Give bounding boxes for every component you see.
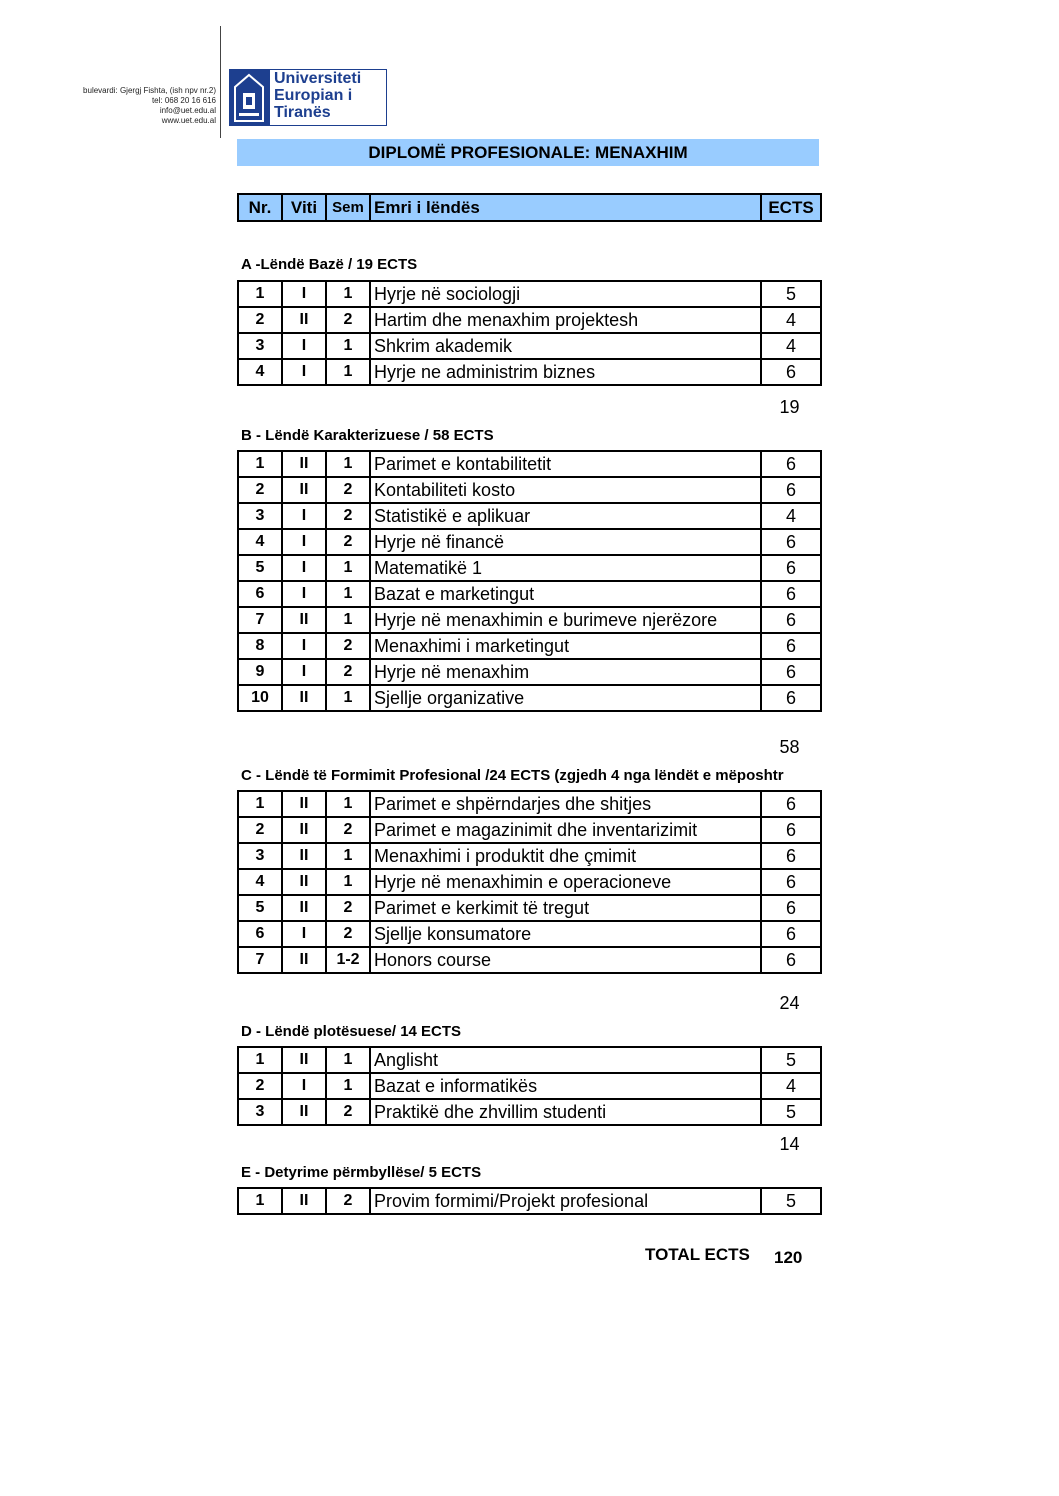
cell-ects: 6 <box>761 817 821 843</box>
course-table <box>237 1187 822 1215</box>
table-row <box>238 1073 821 1099</box>
table-row <box>238 947 821 973</box>
contact-address: bulevardi: Gjergj Fishta, (ish npv nr.2) <box>83 86 216 95</box>
page-title: DIPLOMË PROFESIONALE: MENAXHIM <box>237 139 819 166</box>
cell-emri: Kontabiliteti kosto <box>370 477 761 503</box>
table-row <box>238 451 821 477</box>
cell-nr: 1 <box>238 281 282 307</box>
cell-nr: 3 <box>238 843 282 869</box>
cell-emri: Praktikë dhe zhvillim studenti <box>370 1099 761 1125</box>
cell-sem: 1 <box>326 359 370 385</box>
cell-ects: 6 <box>761 659 821 685</box>
col-header-nr: Nr. <box>238 194 282 221</box>
cell-nr: 1 <box>238 791 282 817</box>
cell-nr: 1 <box>238 451 282 477</box>
contact-email: info@uet.edu.al <box>159 106 216 115</box>
table-row <box>238 1047 821 1073</box>
cell-nr: 2 <box>238 1073 282 1099</box>
course-table <box>237 790 822 974</box>
table-row <box>238 791 821 817</box>
cell-nr: 2 <box>238 307 282 333</box>
cell-sem: 2 <box>326 503 370 529</box>
cell-sem: 2 <box>326 633 370 659</box>
cell-nr: 3 <box>238 503 282 529</box>
cell-viti: II <box>282 1099 326 1125</box>
cell-sem: 1 <box>326 607 370 633</box>
cell-sem: 2 <box>326 921 370 947</box>
cell-sem: 1 <box>326 281 370 307</box>
cell-sem: 1 <box>326 1047 370 1073</box>
cell-emri: Menaxhimi i produktit dhe çmimit <box>370 843 761 869</box>
cell-viti: I <box>282 333 326 359</box>
table-row <box>238 685 821 711</box>
university-logo <box>229 69 387 126</box>
table-row <box>238 333 821 359</box>
cell-nr: 5 <box>238 895 282 921</box>
cell-sem: 2 <box>326 1099 370 1125</box>
cell-emri: Hyrje në menaxhim <box>370 659 761 685</box>
total-ects-value: 120 <box>774 1248 803 1267</box>
cell-emri: Hyrje ne administrim biznes <box>370 359 761 385</box>
cell-ects: 6 <box>761 581 821 607</box>
cell-sem: 1 <box>326 843 370 869</box>
cell-emri: Matematikë 1 <box>370 555 761 581</box>
cell-nr: 4 <box>238 869 282 895</box>
cell-nr: 4 <box>238 529 282 555</box>
cell-emri: Parimet e kerkimit të tregut <box>370 895 761 921</box>
cell-viti: I <box>282 921 326 947</box>
cell-nr: 7 <box>238 607 282 633</box>
table-row <box>238 1099 821 1125</box>
section-title: D - Lëndë plotësuese/ 14 ECTS <box>241 1023 462 1040</box>
col-header-viti: Viti <box>282 194 326 221</box>
column-header-row <box>238 194 821 221</box>
section-subtotal: 14 <box>779 1134 800 1154</box>
cell-emri: Hartim dhe menaxhim projektesh <box>370 307 761 333</box>
cell-viti: II <box>282 477 326 503</box>
cell-viti: II <box>282 307 326 333</box>
table-row <box>238 529 821 555</box>
header-divider <box>220 26 221 138</box>
cell-sem: 1 <box>326 869 370 895</box>
cell-viti: II <box>282 947 326 973</box>
cell-emri: Hyrje në menaxhimin e burimeve njerëzore <box>370 607 761 633</box>
course-table <box>237 450 822 712</box>
table-row <box>238 503 821 529</box>
cell-ects: 6 <box>761 477 821 503</box>
cell-nr: 8 <box>238 633 282 659</box>
cell-ects: 6 <box>761 895 821 921</box>
cell-ects: 4 <box>761 1073 821 1099</box>
cell-sem: 2 <box>326 307 370 333</box>
cell-sem: 1 <box>326 451 370 477</box>
cell-ects: 6 <box>761 843 821 869</box>
cell-emri: Menaxhimi i marketingut <box>370 633 761 659</box>
cell-ects: 4 <box>761 333 821 359</box>
cell-ects: 5 <box>761 1047 821 1073</box>
cell-ects: 6 <box>761 869 821 895</box>
cell-emri: Sjellje konsumatore <box>370 921 761 947</box>
col-header-sem: Sem <box>326 194 370 221</box>
section-title: B - Lëndë Karakterizuese / 58 ECTS <box>241 427 494 444</box>
table-row <box>238 869 821 895</box>
cell-sem: 2 <box>326 659 370 685</box>
cell-viti: I <box>282 633 326 659</box>
table-row <box>238 607 821 633</box>
cell-viti: II <box>282 685 326 711</box>
cell-nr: 7 <box>238 947 282 973</box>
cell-viti: II <box>282 869 326 895</box>
cell-ects: 5 <box>761 1188 821 1214</box>
cell-viti: I <box>282 281 326 307</box>
cell-emri: Sjellje organizative <box>370 685 761 711</box>
course-table <box>237 280 822 386</box>
cell-ects: 5 <box>761 281 821 307</box>
cell-viti: I <box>282 659 326 685</box>
table-row <box>238 307 821 333</box>
cell-emri: Statistikë e aplikuar <box>370 503 761 529</box>
cell-nr: 5 <box>238 555 282 581</box>
table-row <box>238 359 821 385</box>
cell-emri: Shkrim akademik <box>370 333 761 359</box>
cell-ects: 6 <box>761 947 821 973</box>
cell-ects: 6 <box>761 451 821 477</box>
cell-nr: 3 <box>238 1099 282 1125</box>
cell-nr: 1 <box>238 1188 282 1214</box>
cell-nr: 10 <box>238 685 282 711</box>
cell-viti: II <box>282 1047 326 1073</box>
col-header-emri: Emri i lëndës <box>370 194 761 221</box>
cell-nr: 9 <box>238 659 282 685</box>
table-row <box>238 843 821 869</box>
table-row <box>238 817 821 843</box>
cell-viti: II <box>282 895 326 921</box>
table-row <box>238 1188 821 1214</box>
cell-emri: Hyrje në sociologji <box>370 281 761 307</box>
cell-viti: II <box>282 843 326 869</box>
cell-ects: 6 <box>761 921 821 947</box>
table-row <box>238 921 821 947</box>
contact-website: www.uet.edu.al <box>161 116 216 125</box>
cell-sem: 1 <box>326 333 370 359</box>
cell-viti: II <box>282 791 326 817</box>
section-subtotal: 24 <box>779 993 800 1013</box>
cell-ects: 4 <box>761 503 821 529</box>
cell-viti: I <box>282 503 326 529</box>
table-row <box>238 659 821 685</box>
logo-text: Universiteti Europian i Tiranës <box>274 70 362 121</box>
cell-emri: Bazat e informatikës <box>370 1073 761 1099</box>
cell-viti: II <box>282 817 326 843</box>
cell-sem: 1 <box>326 581 370 607</box>
cell-ects: 6 <box>761 359 821 385</box>
section-subtotal: 58 <box>779 737 800 757</box>
cell-sem: 2 <box>326 895 370 921</box>
cell-viti: I <box>282 555 326 581</box>
cell-nr: 4 <box>238 359 282 385</box>
table-row <box>238 555 821 581</box>
cell-sem: 1 <box>326 555 370 581</box>
cell-sem: 1 <box>326 791 370 817</box>
section-title: C - Lëndë të Formimit Profesional /24 ECTS (zgjedh 4 nga lëndët e mëposhtr <box>241 767 784 784</box>
cell-emri: Anglisht <box>370 1047 761 1073</box>
cell-nr: 3 <box>238 333 282 359</box>
cell-emri: Provim formimi/Projekt profesional <box>370 1188 761 1214</box>
cell-viti: I <box>282 581 326 607</box>
cell-ects: 6 <box>761 633 821 659</box>
cell-sem: 1 <box>326 685 370 711</box>
contact-info <box>60 86 216 126</box>
section-title: E - Detyrime përmbyllëse/ 5 ECTS <box>241 1164 482 1181</box>
cell-emri: Parimet e magazinimit dhe inventarizimit <box>370 817 761 843</box>
table-row <box>238 633 821 659</box>
cell-ects: 6 <box>761 555 821 581</box>
cell-ects: 6 <box>761 529 821 555</box>
contact-phone: tel: 068 20 16 616 <box>151 96 216 105</box>
cell-nr: 6 <box>238 581 282 607</box>
col-header-ects: ECTS <box>761 194 821 221</box>
cell-viti: I <box>282 529 326 555</box>
cell-viti: I <box>282 1073 326 1099</box>
table-row <box>238 895 821 921</box>
cell-sem: 2 <box>326 529 370 555</box>
section-title: A -Lëndë Bazë / 19 ECTS <box>241 256 418 273</box>
cell-nr: 1 <box>238 1047 282 1073</box>
cell-ects: 5 <box>761 1099 821 1125</box>
cell-nr: 2 <box>238 817 282 843</box>
cell-sem: 2 <box>326 1188 370 1214</box>
cell-ects: 4 <box>761 307 821 333</box>
cell-emri: Parimet e shpërndarjes dhe shitjes <box>370 791 761 817</box>
cell-emri: Honors course <box>370 947 761 973</box>
cell-nr: 6 <box>238 921 282 947</box>
cell-emri: Bazat e marketingut <box>370 581 761 607</box>
cell-emri: Hyrje në financë <box>370 529 761 555</box>
cell-sem: 1 <box>326 1073 370 1099</box>
cell-ects: 6 <box>761 607 821 633</box>
university-emblem-icon <box>229 69 269 126</box>
cell-emri: Parimet e kontabilitetit <box>370 451 761 477</box>
table-row <box>238 581 821 607</box>
section-subtotal: 19 <box>779 397 800 417</box>
cell-viti: II <box>282 1188 326 1214</box>
course-table <box>237 1046 822 1126</box>
cell-ects: 6 <box>761 685 821 711</box>
cell-sem: 2 <box>326 477 370 503</box>
table-row <box>238 477 821 503</box>
cell-ects: 6 <box>761 791 821 817</box>
cell-viti: II <box>282 607 326 633</box>
cell-viti: I <box>282 359 326 385</box>
column-header-table <box>237 193 822 222</box>
total-ects-label: TOTAL ECTS <box>645 1245 750 1264</box>
cell-viti: II <box>282 451 326 477</box>
cell-sem: 2 <box>326 817 370 843</box>
cell-emri: Hyrje në menaxhimin e operacioneve <box>370 869 761 895</box>
cell-sem: 1-2 <box>326 947 370 973</box>
cell-nr: 2 <box>238 477 282 503</box>
table-row <box>238 281 821 307</box>
